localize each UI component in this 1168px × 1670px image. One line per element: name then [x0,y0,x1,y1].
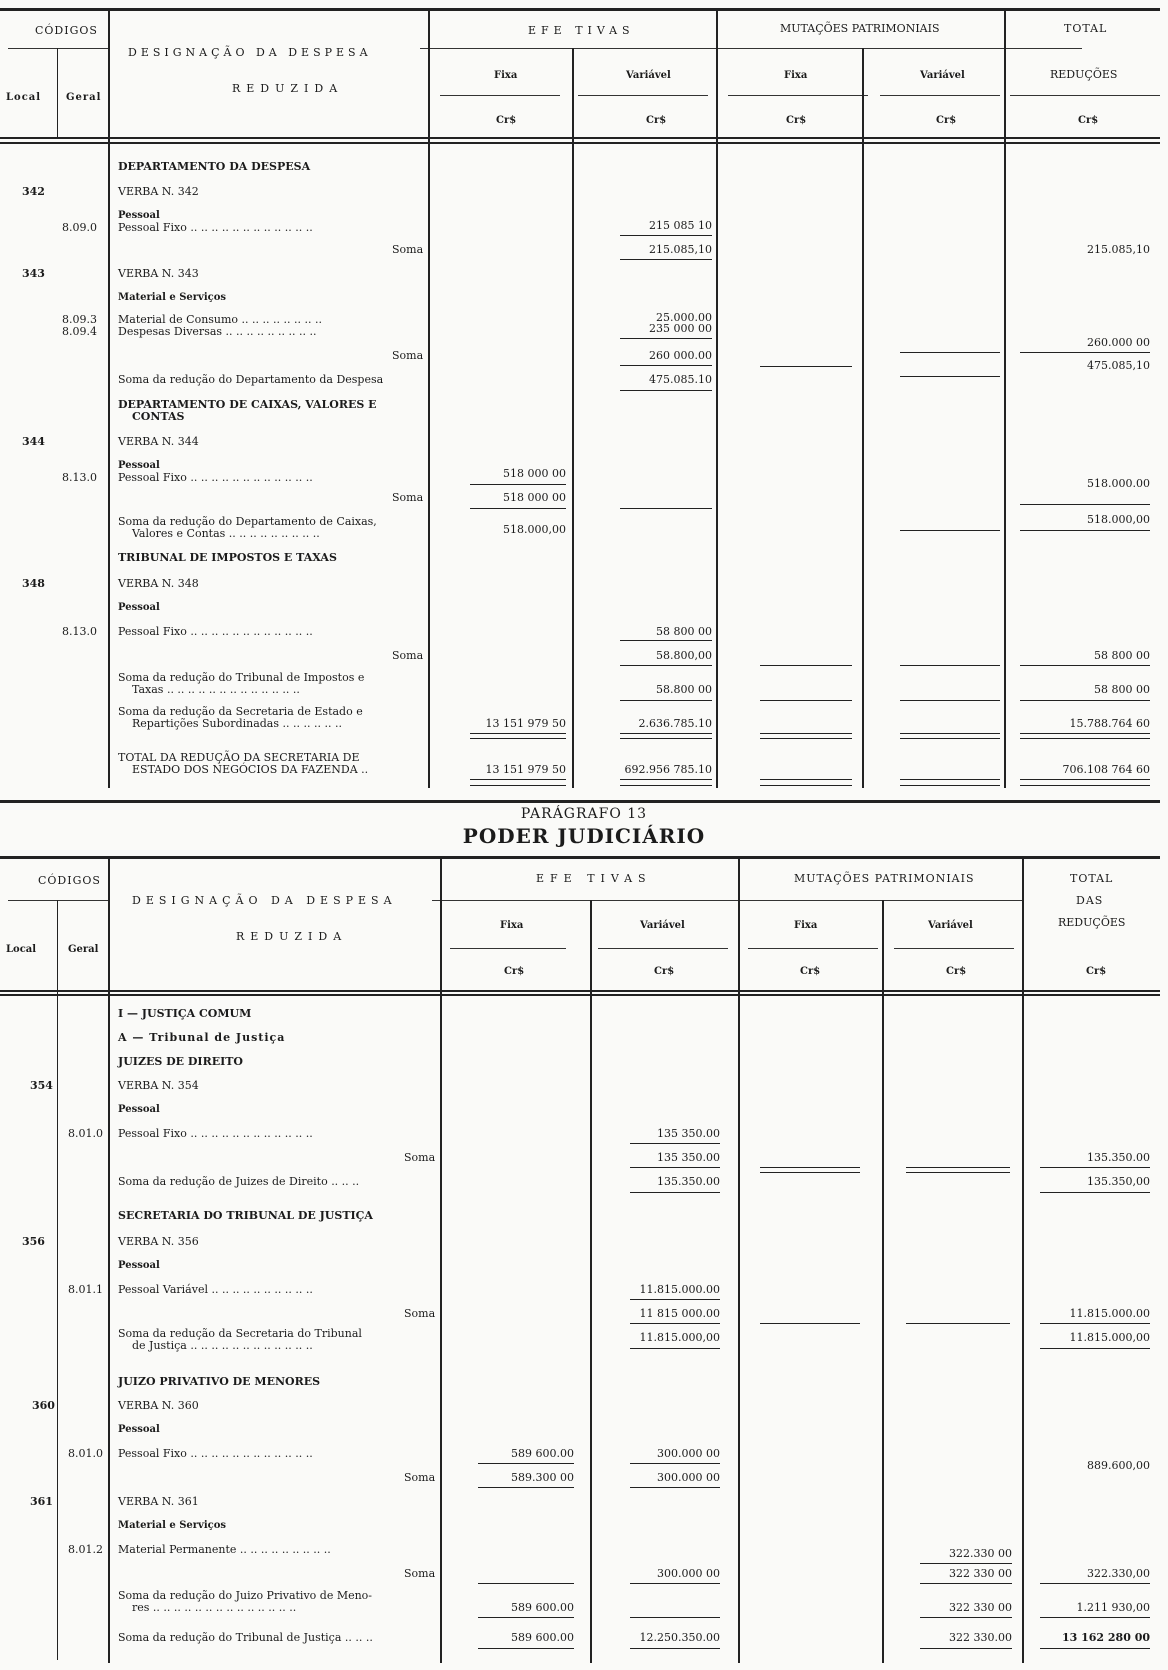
soma-label: Soma [404,1307,436,1320]
designacao-header: DESIGNAÇÃO DA DESPESA [132,894,397,907]
codigos-header: CÓDIGOS [35,24,98,37]
mut-variavel-header: Variável [928,920,973,931]
total-cell: 475.085,10 [1087,359,1150,372]
reduzida-header: REDUZIDA [236,930,348,943]
total-cell: 1.211 930,00 [1076,1601,1150,1614]
value-cell: 13 151 979 50 [485,717,566,730]
value-cell: 2.636.785.10 [638,717,712,730]
subtotal-label: Soma da redução do Departamento da Despesa [118,373,384,386]
local-code: 343 [22,267,45,280]
soma-label: Soma [404,1567,436,1580]
value-cell: 692.956 785.10 [624,763,712,776]
item-label: Pessoal Fixo .. .. .. .. .. .. .. .. .. .. .. .. [118,625,313,638]
currency-label: Cr$ [936,115,957,126]
value-cell: 300.000 00 [657,1471,720,1484]
total-label: ESTADO DOS NEGÓCIOS DA FAZENDA .. [132,763,369,776]
local-header: Local [6,92,42,103]
total-cell: 322.330,00 [1087,1567,1150,1580]
subtotal-label: Soma da redução do Departamento de Caixas, [118,515,377,528]
total-cell: 13 162 280 00 [1061,1631,1150,1644]
mut-fixa-header: Fixa [784,70,808,81]
total-cell: 518.000.00 [1087,477,1150,490]
fixa-header: Fixa [494,70,518,81]
mutacoes-header: MUTAÇÕES PATRIMONIAIS [780,22,940,35]
total-cell: 215.085,10 [1087,243,1150,256]
verba-label: VERBA N. 348 [118,577,199,590]
soma-label: Soma [404,1471,436,1484]
currency-label: Cr$ [1086,966,1107,977]
subtotal-label: de Justiça .. .. .. .. .. .. .. .. .. .. .. .. [132,1339,313,1352]
row-heading: TRIBUNAL DE IMPOSTOS E TAXAS [118,551,337,564]
category-label: Pessoal [118,602,160,613]
item-label: Material Permanente .. .. .. .. .. .. .. .. .. [118,1543,331,1556]
currency-label: Cr$ [946,966,967,977]
category-label: Material e Serviços [118,1520,227,1531]
page-title: PODER JUDICIÁRIO [462,824,706,848]
item-label: Pessoal Fixo .. .. .. .. .. .. .. .. .. .. .. .. [118,1447,313,1460]
subtotal-label: Repartições Subordinadas .. .. .. .. .. .. [132,717,342,730]
paragraph-label: PARÁGRAFO 13 [520,806,648,822]
subtotal-label: Soma da redução de Juizes de Direito .. .. .. [118,1175,360,1188]
item-label: Despesas Diversas .. .. .. .. .. .. .. .. .. [118,325,317,338]
soma-label: Soma [392,491,424,504]
row-heading: I — JUSTIÇA COMUM [118,1007,252,1020]
local-code: 344 [22,435,45,448]
value-cell: 322 330 00 [949,1567,1012,1580]
item-label: Pessoal Fixo .. .. .. .. .. .. .. .. .. .. .. .. [118,221,313,234]
local-code: 356 [22,1235,45,1248]
value-cell: 135 350.00 [657,1127,720,1140]
value-cell: 475.085.10 [649,373,712,386]
row-heading: SECRETARIA DO TRIBUNAL DE JUSTIÇA [118,1209,373,1222]
row-heading: CONTAS [132,410,185,423]
row-heading: DEPARTAMENTO DE CAIXAS, VALORES E [118,398,377,411]
category-label: Pessoal [118,460,160,471]
soma-label: Soma [404,1151,436,1164]
geral-code: 8.13.0 [62,471,97,484]
geral-code: 8.13.0 [62,625,97,638]
total-cell: 11.815.000.00 [1069,1307,1150,1320]
total-cell: 260.000 00 [1087,336,1150,349]
soma-label: Soma [392,349,424,362]
value-cell: 135 350.00 [657,1151,720,1164]
category-label: Pessoal [118,1104,160,1115]
value-cell: 300.000 00 [657,1567,720,1580]
subtotal-label: Taxas .. .. .. .. .. .. .. .. .. .. .. .. .. [132,683,300,696]
value-cell: 300.000 00 [657,1447,720,1460]
mutacoes-header: MUTAÇÕES PATRIMONIAIS [794,872,975,885]
geral-code: 8.09.0 [62,221,97,234]
value-cell: 518 000 00 [503,467,566,480]
value-cell: 589 600.00 [511,1601,574,1614]
total-header: TOTAL [1070,872,1114,885]
verba-label: VERBA N. 342 [118,185,199,198]
value-cell: 235 000 00 [649,322,712,335]
subtotal-label: Soma da redução do Tribunal de Impostos e [118,671,365,684]
total-cell: 58 800 00 [1094,649,1150,662]
variavel-header: Variável [640,920,685,931]
value-cell: 589 600.00 [511,1631,574,1644]
subtotal-label: Soma da redução da Secretaria do Tribunal [118,1327,362,1340]
verba-label: VERBA N. 343 [118,267,199,280]
variavel-header: Variável [626,70,671,81]
category-label: Pessoal [118,210,160,221]
soma-label: Soma [392,649,424,662]
value-cell: 58.800 00 [656,683,712,696]
subtotal-label: Valores e Contas .. .. .. .. .. .. .. .. .. [132,527,320,540]
category-label: Material e Serviços [118,292,227,303]
row-heading: JUIZO PRIVATIVO DE MENORES [118,1375,321,1388]
value-cell: 25.000.00 [656,311,712,324]
item-label: Pessoal Fixo .. .. .. .. .. .. .. .. .. .. .. .. [118,1127,313,1140]
mut-fixa-header: Fixa [794,920,818,931]
currency-label: Cr$ [1078,115,1099,126]
efetivas-header: EFE TIVAS [528,24,635,37]
value-cell: 11.815.000.00 [639,1283,720,1296]
verba-label: VERBA N. 360 [118,1399,199,1412]
total-header: TOTAL [1064,22,1108,35]
value-cell: 58 800 00 [656,625,712,638]
currency-label: Cr$ [654,966,675,977]
subtotal-label: Soma da redução do Juizo Privativo de Meno- [118,1589,373,1602]
currency-label: Cr$ [800,966,821,977]
local-code: 361 [30,1495,53,1508]
value-cell: 215 085 10 [649,219,712,232]
total-cell: 135.350,00 [1087,1175,1150,1188]
value-cell: 215.085,10 [649,243,712,256]
total-cell: 135.350.00 [1087,1151,1150,1164]
item-label: Pessoal Variável .. .. .. .. .. .. .. .. .. .. [118,1283,313,1296]
das-header: DAS [1076,894,1104,907]
value-cell: 589 600.00 [511,1447,574,1460]
value-cell: 135.350.00 [657,1175,720,1188]
verba-label: VERBA N. 361 [118,1495,199,1508]
value-cell: 260 000.00 [649,349,712,362]
subtotal-label: Soma da redução da Secretaria de Estado e [118,705,363,718]
reducoes-header: REDUÇÕES [1058,916,1126,929]
total-label: Soma da redução do Tribunal de Justiça .. .. .. [118,1631,373,1644]
currency-label: Cr$ [646,115,667,126]
geral-code: 8.01.0 [68,1447,103,1460]
geral-header: Geral [68,944,99,955]
total-cell: 706.108 764 60 [1062,763,1150,776]
geral-code: 8.09.3 [62,313,97,326]
geral-code: 8.01.0 [68,1127,103,1140]
value-cell: 11 815 000.00 [639,1307,720,1320]
local-header: Local [6,944,37,955]
row-heading: JUIZES DE DIREITO [118,1055,244,1068]
value-cell: 518.000,00 [503,523,566,536]
local-code: 354 [30,1079,53,1092]
value-cell: 322 330.00 [949,1631,1012,1644]
subtotal-label: res .. .. .. .. .. .. .. .. .. .. .. .. .. .. [132,1601,297,1614]
verba-label: VERBA N. 354 [118,1079,199,1092]
local-code: 348 [22,577,45,590]
value-cell: 13 151 979 50 [485,763,566,776]
item-label: Material de Consumo .. .. .. .. .. .. .. .. [118,313,322,326]
row-heading: A — Tribunal de Justiça [118,1031,286,1044]
geral-code: 8.01.1 [68,1283,103,1296]
reducoes-header: REDUÇÕES [1050,68,1118,81]
mut-variavel-header: Variável [920,70,965,81]
verba-label: VERBA N. 356 [118,1235,199,1248]
value-cell: 12.250.350.00 [639,1631,720,1644]
soma-label: Soma [392,243,424,256]
efetivas-header: EFE TIVAS [536,872,652,885]
row-heading: DEPARTAMENTO DA DESPESA [118,160,311,173]
category-label: Pessoal [118,1424,160,1435]
currency-label: Cr$ [504,966,525,977]
total-cell: 58 800 00 [1094,683,1150,696]
value-cell: 11.815.000,00 [639,1331,720,1344]
value-cell: 322 330 00 [949,1601,1012,1614]
geral-code: 8.09.4 [62,325,97,338]
codigos-header: CÓDIGOS [38,874,101,887]
geral-code: 8.01.2 [68,1543,103,1556]
fixa-header: Fixa [500,920,524,931]
total-cell: 889.600,00 [1087,1459,1150,1472]
designacao-header: DESIGNAÇÃO DA DESPESA [128,46,372,59]
value-cell: 58.800,00 [656,649,712,662]
total-cell: 11.815.000,00 [1069,1331,1150,1344]
local-code: 360 [32,1399,55,1412]
verba-label: VERBA N. 344 [118,435,199,448]
value-cell: 589.300 00 [511,1471,574,1484]
total-cell: 518.000,00 [1087,513,1150,526]
value-cell: 518 000 00 [503,491,566,504]
local-code: 342 [22,185,45,198]
currency-label: Cr$ [496,115,517,126]
currency-label: Cr$ [786,115,807,126]
geral-header: Geral [66,92,102,103]
reduzida-header: REDUZIDA [232,82,344,95]
value-cell: 322.330 00 [949,1547,1012,1560]
total-label: TOTAL DA REDUÇÃO DA SECRETARIA DE [118,751,360,764]
item-label: Pessoal Fixo .. .. .. .. .. .. .. .. .. .. .. .. [118,471,313,484]
category-label: Pessoal [118,1260,160,1271]
total-cell: 15.788.764 60 [1069,717,1150,730]
